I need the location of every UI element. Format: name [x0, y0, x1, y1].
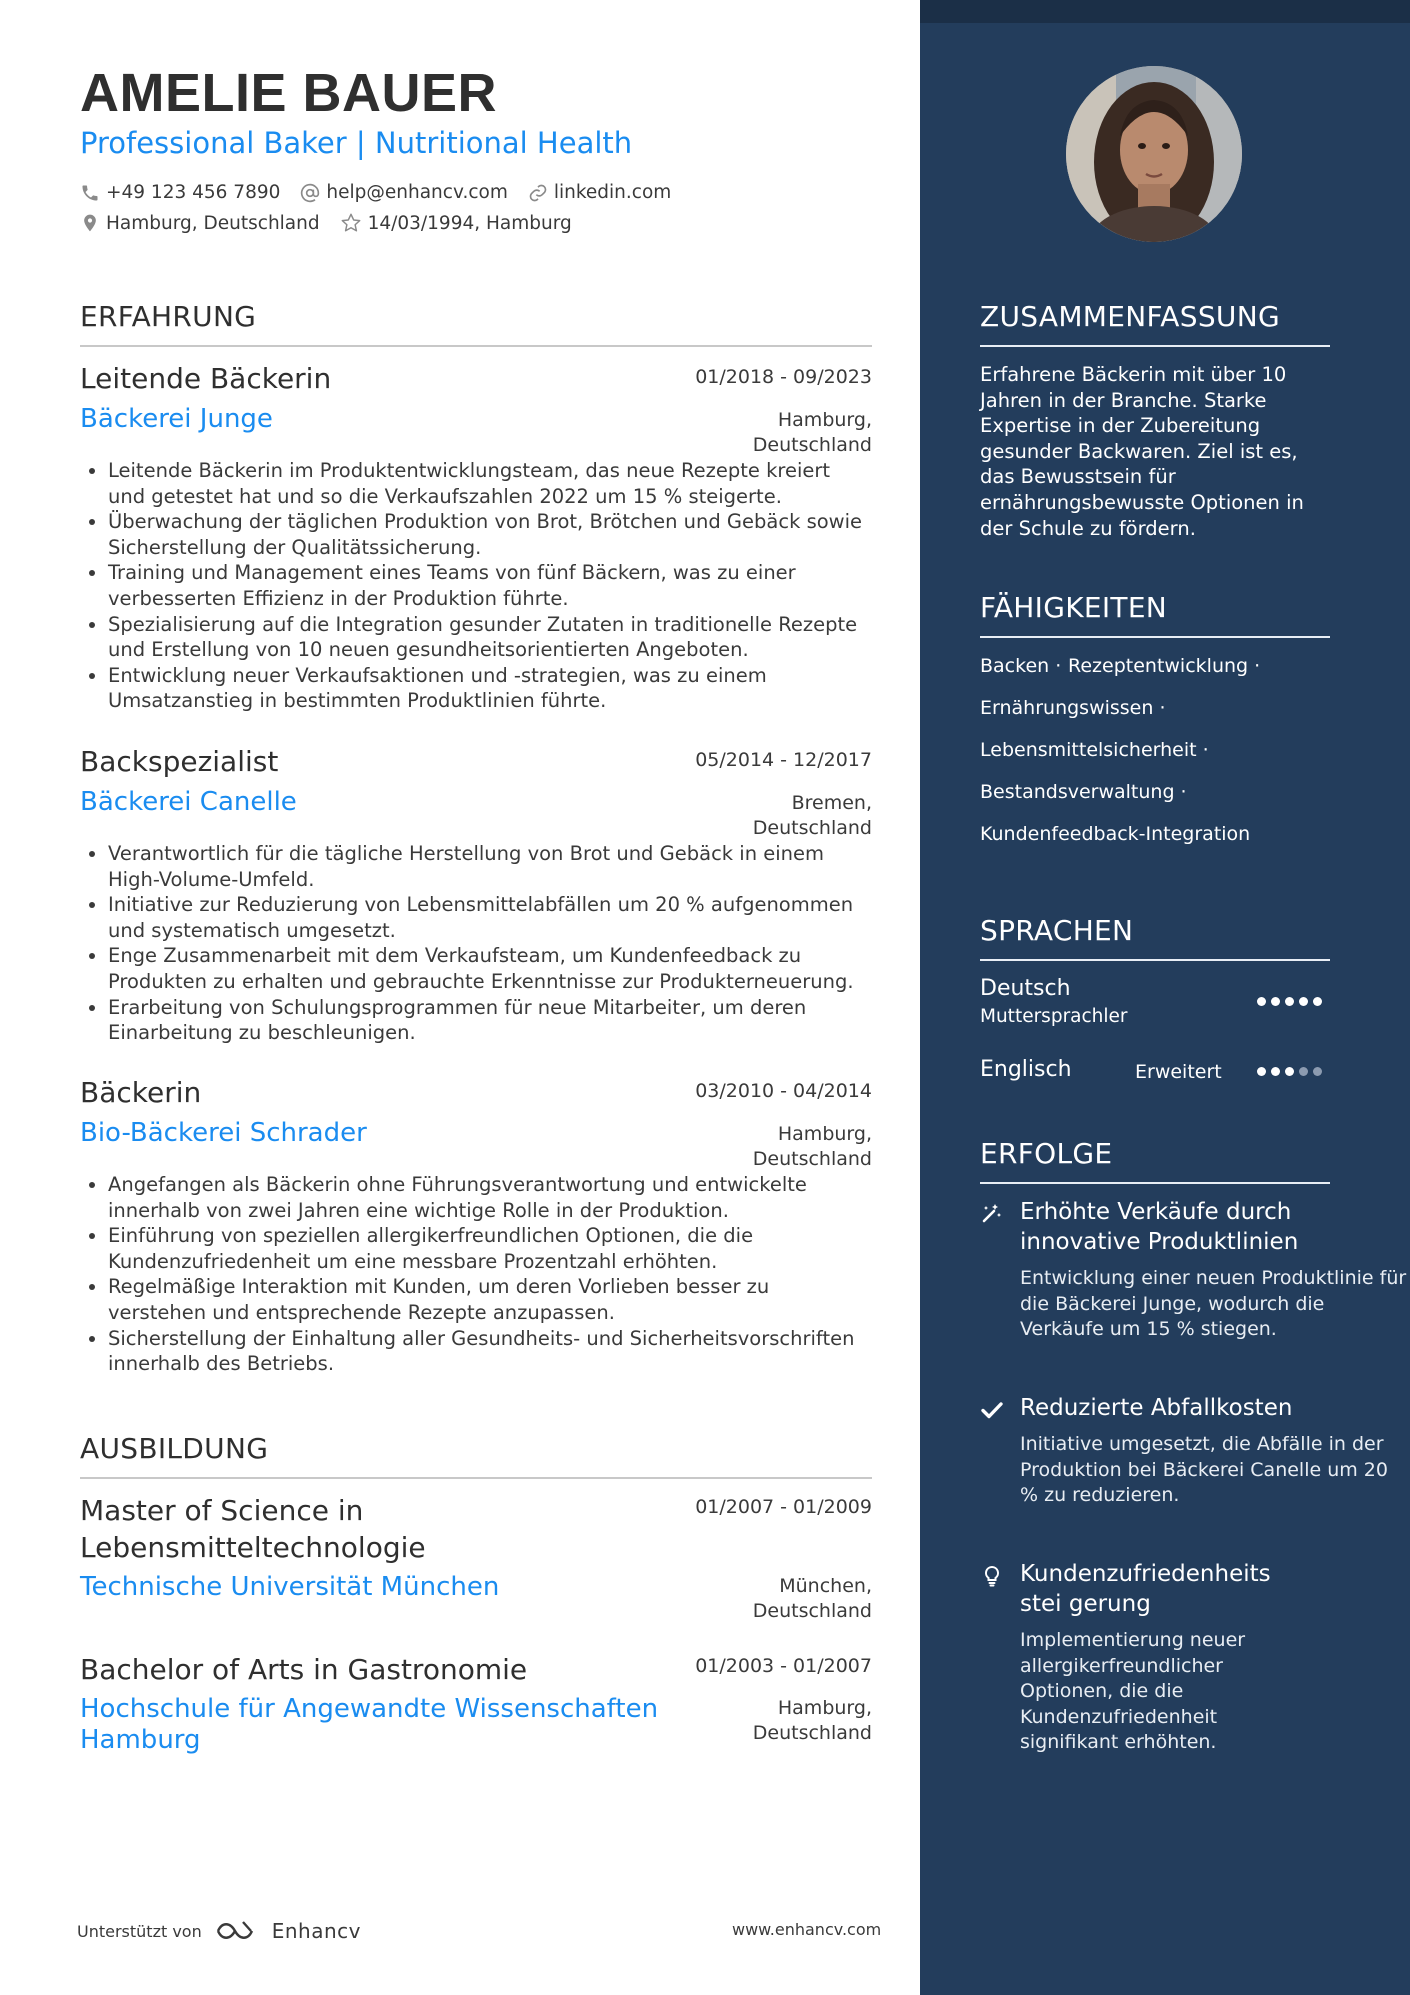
education-title: AUSBILDUNG: [80, 1432, 269, 1465]
achievement-desc: Initiative umgesetzt, die Abfälle in der Produktion bei Bäckerei Canelle um 20 % zu reduzieren.: [1020, 1433, 1388, 1507]
bullet-item: • Verantwortlich für die tägliche Herstellung von Brot und Gebäck in einem High-Volume-Umfeld.: [108, 841, 872, 892]
achievements-rule: [980, 1182, 1330, 1184]
footer-brand: Enhancv: [271, 1919, 361, 1943]
bullet-item: • Überwachung der täglichen Produktion von Brot, Brötchen und Gebäck sowie Sicherstellung der Qualitätssicherung.: [108, 509, 872, 560]
language-rating: [1257, 1067, 1327, 1076]
bullet-item: • Sicherstellung der Einhaltung aller Gesundheits- und Sicherheitsvorschriften innerhalb des Betriebs.: [108, 1326, 872, 1377]
achievement-title: Erhöhte Verkäufe durch innovative Produktlinien: [1020, 1199, 1299, 1255]
achievements-title: ERFOLGE: [980, 1137, 1113, 1170]
contact-row-2: [80, 212, 592, 234]
skill-item: Kundenfeedback-Integration: [980, 823, 1251, 845]
job-location: Hamburg, Deutschland: [752, 1123, 872, 1170]
job-location: Hamburg, Deutschland: [752, 409, 872, 456]
experience-title: ERFAHRUNG: [80, 300, 257, 333]
achievement-desc: Implementierung neuer allergikerfreundlicher Optionen, die die Kundenzufriedenheit signifikant erhöhten.: [1020, 1629, 1246, 1754]
bullet-item: • Entwicklung neuer Verkaufsaktionen und -strategien, was zu einem Umsatzanstieg in bestimmten Produktlinien führte.: [108, 663, 872, 714]
rating-dot-empty: [1313, 1067, 1322, 1076]
job-company: Bäckerei Junge: [80, 404, 273, 434]
education-date: 01/2003 - 01/2007: [695, 1655, 872, 1677]
job-title: Bäckerin: [80, 1076, 202, 1109]
bullet-item: • Enge Zusammenarbeit mit dem Verkaufsteam, um Kundenfeedback zu Produkten zu erhalten und gebrauchte Erkenntnisse zur Produkterneuerung.: [108, 943, 872, 994]
language-level: Muttersprachler: [980, 1006, 1128, 1027]
avatar: [1066, 66, 1242, 242]
contact-birth: [340, 212, 572, 234]
job-bullets: [80, 458, 872, 714]
degree-title: Bachelor of Arts in Gastronomie: [80, 1653, 528, 1686]
bullet-item: • Angefangen als Bäckerin ohne Führungsverantwortung und entwickelte innerhalb von zwei Jahren eine wichtige Rolle in der Produktion.: [108, 1172, 872, 1223]
location-pin-icon: [80, 213, 100, 233]
email-text[interactable]: help@enhancv.com: [326, 182, 508, 203]
summary-text: Erfahrene Bäckerin mit über 10 Jahren in der Branche. Starke Expertise in der Zubereitung gesunder Backwaren. Ziel ist es, das Bewusstsein für ernährungsbewusste Optionen in der Schule zu fördern.: [980, 363, 1304, 540]
summary-title: ZUSAMMENFASSUNG: [980, 300, 1280, 333]
sidebar: [920, 0, 1410, 1995]
rating-dot-filled: [1285, 997, 1294, 1006]
education-location: München, Deutschland: [752, 1575, 872, 1622]
education-entry: [80, 1651, 872, 1756]
link-text[interactable]: linkedin.com: [553, 182, 672, 203]
job-date: 03/2010 - 04/2014: [695, 1080, 872, 1102]
education-date: 01/2007 - 01/2009: [695, 1496, 872, 1518]
magic-wand-icon: [980, 1201, 1004, 1225]
summary-rule: [980, 345, 1330, 347]
job-entry: [80, 362, 872, 714]
education-location: Hamburg, Deutschland: [752, 1697, 872, 1744]
birth-text: 14/03/1994, Hamburg: [367, 212, 572, 234]
contact-location: [80, 213, 320, 234]
experience-rule: [80, 345, 872, 347]
rating-dot-filled: [1257, 1067, 1266, 1076]
school-name: Hochschule für Angewandte Wissenschaften Hamburg: [80, 1694, 659, 1755]
footer-powered-by: [77, 1918, 361, 1944]
star-icon: [340, 212, 362, 234]
footer-url[interactable]: www.enhancv.com: [732, 1920, 882, 1939]
at-icon: [300, 183, 320, 203]
lightbulb-icon: [980, 1564, 1004, 1588]
language-name: Englisch: [980, 1057, 1072, 1082]
skill-item: Lebensmittelsicherheit ·: [980, 739, 1209, 761]
rating-dot-filled: [1313, 997, 1322, 1006]
achievement-title: Reduzierte Abfallkosten: [1020, 1395, 1293, 1421]
bullet-item: • Erarbeitung von Schulungsprogrammen für neue Mitarbeiter, um deren Einarbeitung zu beschleunigen.: [108, 995, 872, 1046]
rating-dot-filled: [1299, 997, 1308, 1006]
education-rule: [80, 1477, 872, 1479]
bullet-item: • Regelmäßige Interaktion mit Kunden, um deren Vorlieben besser zu verstehen und entsprechende Rezepte anzupassen.: [108, 1274, 872, 1325]
sidebar-top-bar: [920, 0, 1410, 23]
bullet-item: • Training und Management eines Teams von fünf Bäckern, was zu einer verbesserten Effizienz in der Produktion führte.: [108, 560, 872, 611]
candidate-subtitle: Professional Baker | Nutritional Health: [80, 126, 633, 160]
skill-item: Rezeptentwicklung ·: [1068, 655, 1261, 677]
contact-phone: [80, 182, 280, 203]
contact-email[interactable]: [300, 182, 507, 203]
language-level: Erweitert: [1135, 1061, 1222, 1083]
powered-by-text: Unterstützt von: [77, 1921, 202, 1941]
skill-item: Bestandsverwaltung ·: [980, 781, 1187, 803]
bullet-item: • Spezialisierung auf die Integration gesunder Zutaten in traditionelle Rezepte und Erstellung von 10 neuen gesundheitsorientierten Angeboten.: [108, 612, 872, 663]
rating-dot-filled: [1257, 997, 1266, 1006]
rating-dot-filled: [1271, 997, 1280, 1006]
job-entry: [80, 745, 872, 1046]
languages-title: SPRACHEN: [980, 914, 1134, 947]
language-rating: [1257, 997, 1327, 1006]
job-bullets: [80, 1172, 872, 1377]
rating-dot-filled: [1285, 1067, 1294, 1076]
contact-row-1: [80, 182, 691, 203]
job-title: Leitende Bäckerin: [80, 362, 332, 395]
enhancv-logo-icon: [214, 1918, 264, 1944]
job-date: 05/2014 - 12/2017: [695, 749, 872, 771]
job-bullets: [80, 841, 872, 1046]
phone-text: +49 123 456 7890: [106, 182, 281, 203]
bullet-item: • Initiative zur Reduzierung von Lebensmittelabfällen um 20 % aufgenommen und systematisch umgesetzt.: [108, 892, 872, 943]
phone-icon: [80, 183, 100, 203]
skill-item: Backen ·: [980, 655, 1062, 677]
bullet-item: • Einführung von speziellen allergikerfreundlichen Optionen, die die Kundenzufriedenheit um eine messbare Prozentzahl erhöhten.: [108, 1223, 872, 1274]
skills-rule: [980, 636, 1330, 638]
job-date: 01/2018 - 09/2023: [695, 366, 872, 388]
bullet-item: • Leitende Bäckerin im Produktentwicklungsteam, das neue Rezepte kreiert und getestet hat und so die Verkaufszahlen 2022 um 15 % steigerte.: [108, 458, 872, 509]
location-text: Hamburg, Deutschland: [106, 212, 320, 234]
skills-title: FÄHIGKEITEN: [980, 591, 1168, 624]
link-icon: [528, 183, 548, 203]
achievement-title: Kundenzufriedenheitsstei gerung: [1020, 1561, 1271, 1617]
job-location: Bremen, Deutschland: [752, 792, 872, 839]
degree-title: Master of Science in Lebensmitteltechnologie: [80, 1494, 426, 1564]
skill-item: Ernährungswissen ·: [980, 697, 1166, 719]
rating-dot-filled: [1271, 1067, 1280, 1076]
check-icon: [980, 1398, 1004, 1422]
job-title: Backspezialist: [80, 745, 279, 778]
job-company: Bio-Bäckerei Schrader: [80, 1118, 367, 1148]
education-entry: [80, 1492, 872, 1622]
achievement-desc: Entwicklung einer neuen Produktlinie für die Bäckerei Junge, wodurch die Verkäufe um 15 % stiegen.: [1020, 1267, 1407, 1341]
languages-rule: [980, 959, 1330, 961]
avatar-photo: [1066, 66, 1242, 242]
job-company: Bäckerei Canelle: [80, 787, 297, 817]
candidate-name: AMELIE BAUER: [80, 63, 498, 123]
rating-dot-empty: [1299, 1067, 1308, 1076]
contact-link[interactable]: [528, 182, 671, 203]
school-name: Technische Universität München: [80, 1572, 500, 1602]
language-name: Deutsch: [980, 976, 1071, 1001]
job-entry: [80, 1076, 872, 1377]
